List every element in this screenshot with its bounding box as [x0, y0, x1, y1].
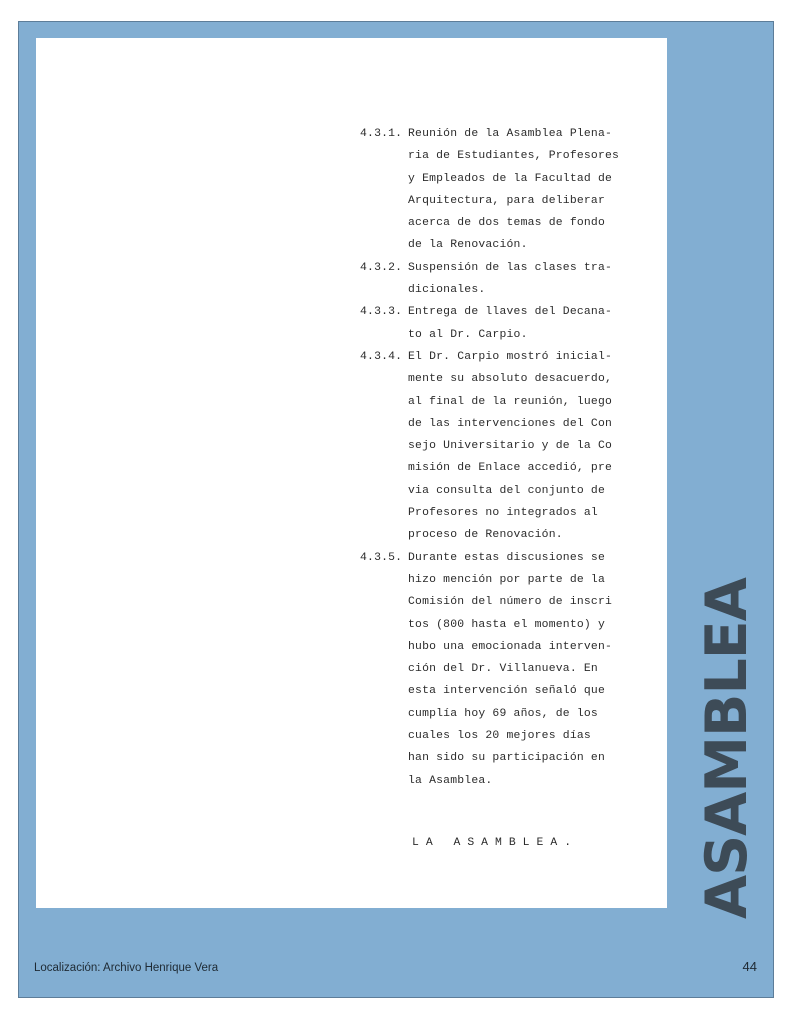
item-line: Durante estas discusiones se — [408, 551, 605, 564]
list-item — [360, 547, 660, 792]
page-number: 44 — [742, 959, 757, 974]
item-line: proceso de Renovación. — [408, 529, 563, 542]
item-line: to al Dr. Carpio. — [408, 328, 528, 341]
footer-location: Localización: Archivo Henrique Vera — [34, 962, 219, 974]
list-item — [360, 301, 660, 346]
list-item — [360, 346, 660, 547]
item-number: 4.3.4. — [360, 350, 403, 363]
item-line: Suspensión de las clases tra- — [408, 261, 613, 274]
item-line: y Empleados de la Facultad de — [408, 172, 613, 185]
item-line: esta intervención señaló que — [408, 685, 605, 698]
item-number: 4.3.2. — [360, 261, 403, 274]
item-number: 4.3.1. — [360, 128, 403, 140]
item-line: hubo una emocionada interven- — [408, 640, 613, 653]
item-line: misión de Enlace accedió, pre — [408, 462, 613, 475]
item-line: la Asamblea. — [408, 774, 493, 787]
page-frame — [18, 21, 774, 998]
item-line: Reunión de la Asamblea Plena- — [408, 128, 613, 140]
list-item — [360, 257, 660, 302]
item-line: via consulta del conjunto de — [408, 484, 605, 497]
item-line: acerca de dos temas de fondo — [408, 217, 605, 230]
item-number: 4.3.5. — [360, 551, 403, 564]
item-line: de las intervenciones del Con — [408, 417, 613, 430]
item-line: hizo mención por parte de la — [408, 573, 605, 586]
item-line: al final de la reunión, luego — [408, 395, 613, 408]
document-text — [360, 123, 660, 854]
item-line: ción del Dr. Villanueva. En — [408, 663, 598, 676]
item-line: Profesores no integrados al — [408, 507, 598, 520]
list-item — [360, 123, 660, 257]
item-line: de la Renovación. — [408, 239, 528, 252]
item-line: han sido su participación en — [408, 752, 605, 765]
item-line: Entrega de llaves del Decana- — [408, 306, 613, 319]
item-line: tos (800 hasta el momento) y — [408, 618, 605, 631]
item-line: sejo Universitario y de la Co — [408, 440, 613, 453]
item-line: dicionales. — [408, 284, 486, 297]
item-line: Arquitectura, para deliberar — [408, 194, 605, 207]
item-line: mente su absoluto desacuerdo, — [408, 373, 613, 386]
document-scan — [36, 38, 667, 908]
item-number: 4.3.3. — [360, 306, 403, 319]
item-line: cumplía hoy 69 años, de los — [408, 707, 598, 720]
closing-signature: LA ASAMBLEA. — [412, 836, 579, 849]
item-line: Comisión del número de inscri — [408, 596, 613, 609]
side-title: ASAMBLEA — [694, 578, 760, 919]
item-line: El Dr. Carpio mostró inicial- — [408, 350, 613, 363]
item-line: ria de Estudiantes, Profesores — [408, 150, 620, 163]
item-line: cuales los 20 mejores días — [408, 730, 591, 743]
